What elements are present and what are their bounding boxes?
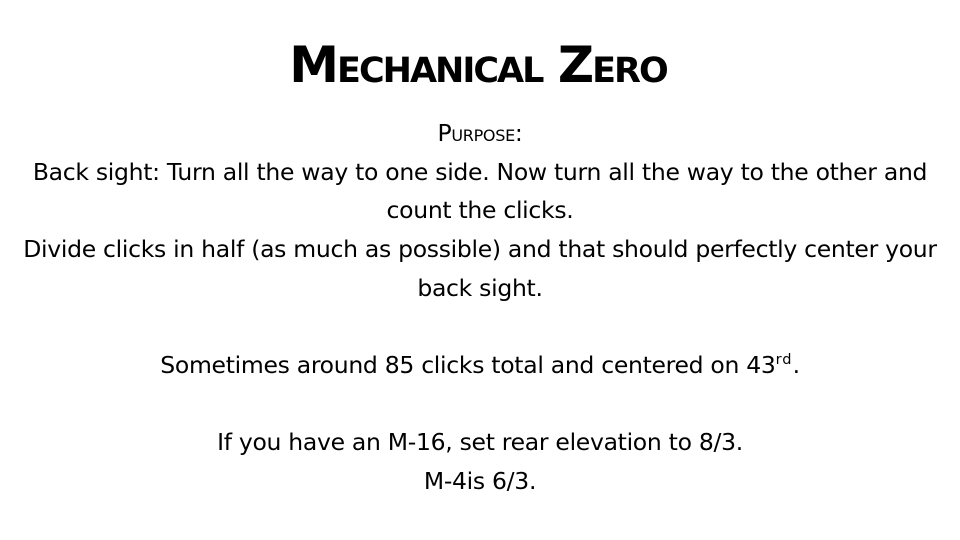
ordinal-suffix: rd bbox=[775, 351, 793, 369]
spacer bbox=[20, 308, 940, 347]
clicks-total-text: Sometimes around 85 clicks total and centered on 43 bbox=[160, 351, 776, 380]
m4-line: M-4is 6/3. bbox=[423, 466, 537, 495]
divide-clicks-paragraph: Divide clicks in half (as much as possible) and that should perfectly center your back sight. bbox=[23, 235, 937, 302]
slide-body bbox=[20, 114, 940, 501]
slide-title: Mechanical Zero bbox=[289, 36, 667, 94]
clicks-total-end: . bbox=[792, 351, 800, 380]
back-sight-paragraph: Back sight: Turn all the way to one side. Now turn all the way to the other and count the clicks. bbox=[32, 157, 928, 225]
spacer bbox=[20, 385, 940, 424]
m16-line: If you have an M-16, set rear elevation to 8/3. bbox=[217, 428, 743, 457]
clicks-total-line bbox=[20, 346, 940, 385]
purpose-label: Purpose: bbox=[437, 119, 523, 147]
